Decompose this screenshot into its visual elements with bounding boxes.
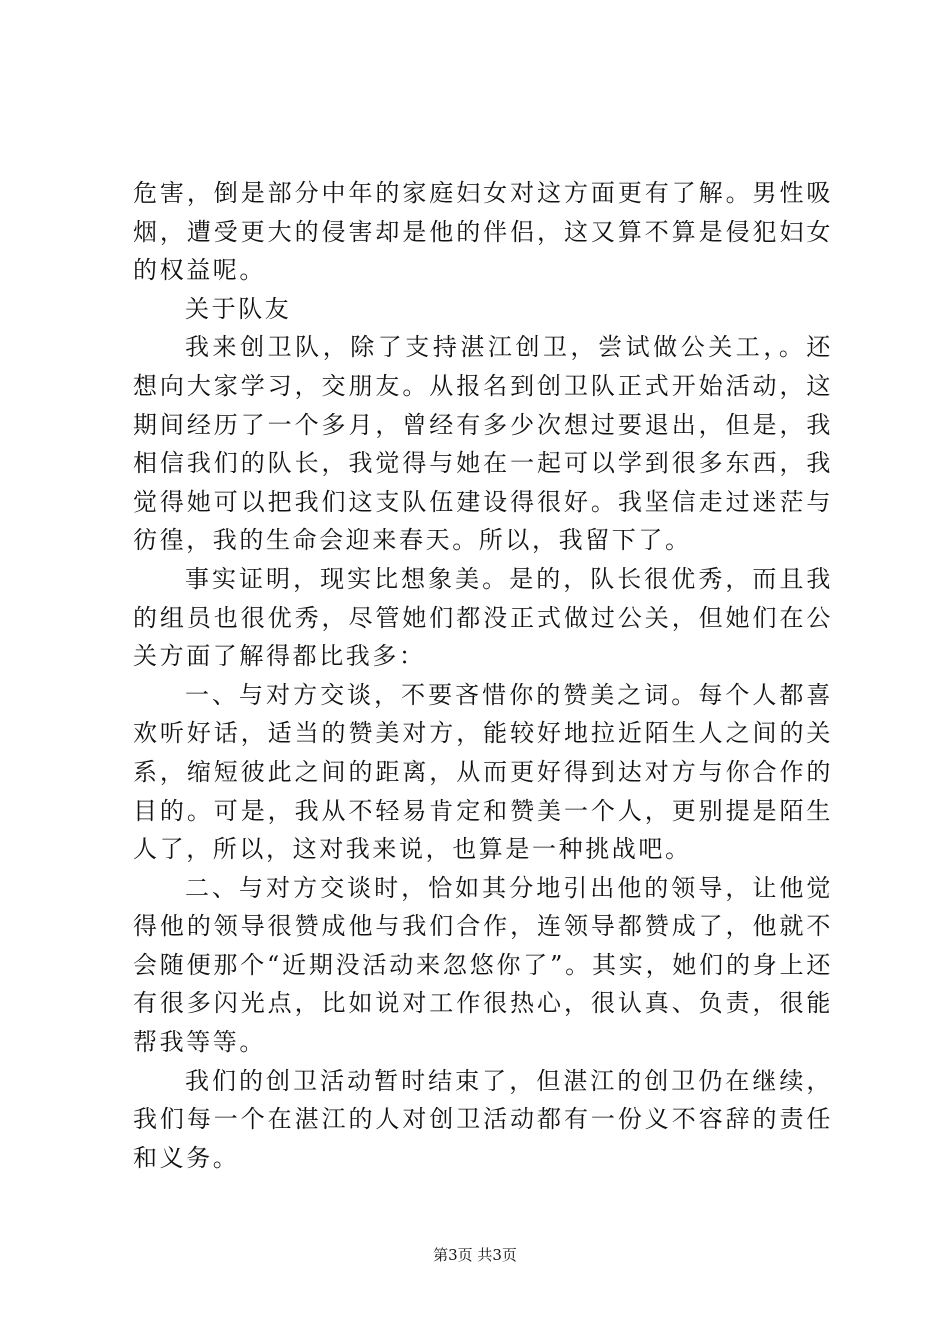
paragraph-1: 危害，倒是部分中年的家庭妇女对这方面更有了解。男性吸烟，遭受更大的侵害却是他的伴侣，这又算不算是侵犯妇女的权益呢。 (133, 179, 833, 285)
paragraph-7: 我们的创卫活动暂时结束了，但湛江的创卫仍在继续，我们每一个在湛江的人对创卫活动都有一份义不容辞的责任和义务。 (133, 1066, 833, 1172)
paragraph-4: 事实证明，现实比想象美。是的，队长很优秀，而且我的组员也很优秀，尽管她们都没正式做过公关，但她们在公关方面了解得都比我多： (133, 564, 833, 671)
section-heading-teammates: 关于队友 (185, 294, 292, 323)
paragraph-3: 我来创卫队，除了支持湛江创卫，尝试做公关工，。还想向大家学习，交朋友。从报名到创卫队正式开始活动，这期间经历了一个多月，曾经有多少次想过要退出，但是，我相信我们的队长，我觉得与她在一起可以学到很多东西，我觉得她可以把我们这支队伍建设得很好。我坚信走过迷茫与彷徨，我的生命会迎来春天。所以，我留下了。 (133, 333, 833, 555)
document-body (133, 174, 833, 1177)
paragraph-6: 二、与对方交谈时，恰如其分地引出他的领导，让他觉得他的领导很赞成他与我们合作，连领导都赞成了，他就不会随便那个“近期没活动来忽悠你了”。其实，她们的身上还有很多闪光点，比如说对工作很热心，很认真、负责，很能帮我等等。 (133, 873, 833, 1057)
page-number-footer: 第3页 共3页 (433, 1246, 517, 1264)
paragraph-5: 一、与对方交谈，不要吝惜你的赞美之词。每个人都喜欢听好话，适当的赞美对方，能较好地拉近陌生人之间的关系，缩短彼此之间的距离，从而更好得到达对方与你合作的目的。可是，我从不轻易肯定和赞美一个人，更别提是陌生人了，所以，这对我来说，也算是一种挑战吧。 (133, 680, 833, 864)
